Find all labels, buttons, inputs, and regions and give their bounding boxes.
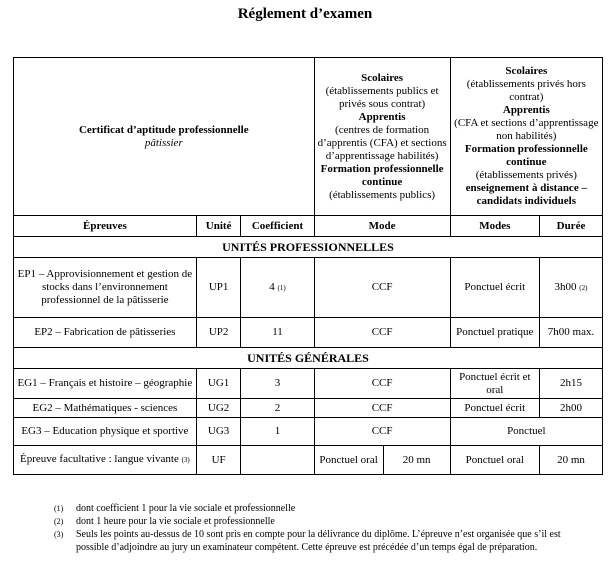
eg2-duree: 2h00 — [539, 399, 602, 418]
ep2-coef: 11 — [241, 318, 314, 348]
col-modes: Modes — [450, 216, 539, 237]
section-row — [14, 348, 603, 369]
certificate-cell — [14, 58, 315, 216]
fac-mode-duree: 20 mn — [383, 446, 450, 475]
footnote — [54, 502, 594, 515]
footnote-number: (3) — [54, 530, 64, 539]
page-title: Réglement d’examen — [237, 6, 373, 22]
table-row — [14, 418, 603, 446]
footnotes — [54, 502, 594, 554]
footnote-number: (2) — [54, 517, 64, 526]
public-fpc: Formation professionnelle continue — [320, 162, 444, 188]
private-scolaires-detail: (établissements privés hors contrat) — [466, 78, 586, 103]
eg2-modes: Ponctuel écrit — [450, 399, 539, 418]
eg2-mode: CCF — [314, 399, 450, 418]
eg1-duree: 2h15 — [539, 369, 602, 399]
table-row — [14, 446, 603, 475]
col-duree: Durée — [539, 216, 602, 237]
col-epreuves: Épreuves — [14, 216, 197, 237]
eg1-name: EG1 – Français et histoire – géographie — [14, 369, 197, 399]
eg3-coef: 1 — [241, 418, 314, 446]
public-fpc-detail: (établissements publics) — [329, 188, 436, 201]
ep1-coef: 4 — [269, 280, 275, 293]
footnote-number: (1) — [54, 504, 64, 513]
eg1-coef: 3 — [241, 369, 314, 399]
fac-name: Épreuve facultative : langue vivante — [20, 453, 179, 465]
fac-unit: UF — [196, 446, 241, 475]
col-unite: Unité — [196, 216, 241, 237]
fac-name-note: (3) — [181, 456, 190, 464]
table-row — [14, 369, 603, 399]
ep2-modes: Ponctuel pratique — [450, 318, 539, 348]
ep2-mode: CCF — [314, 318, 450, 348]
ep1-duree-note: (2) — [579, 283, 588, 292]
public-apprentis-detail: (centres de formation d’apprentis (CFA) et sections d’apprentissage habilités) — [317, 123, 447, 162]
footnote-text: dont 1 heure pour la vie sociale et professionnelle — [76, 516, 275, 527]
footnote-text: Seuls les points au-dessus de 10 sont pris en compte pour la délivrance du diplôme. L’épreuve n’est organisée que s’il est possible d’adjoindre au jury un examinateur compétent. Cette épreuve est précédée d’un temps égal de préparation. — [76, 529, 561, 553]
section-professional: UNITÉS PROFESSIONNELLES — [14, 237, 603, 258]
ep1-coef-cell — [241, 258, 314, 318]
col-mode: Mode — [314, 216, 450, 237]
fac-modes: Ponctuel oral — [450, 446, 539, 475]
private-apprentis: Apprentis — [502, 104, 550, 116]
ep2-name: EP2 – Fabrication de pâtisseries — [14, 318, 197, 348]
ep1-coef-note: (1) — [277, 283, 286, 292]
eg2-name: EG2 – Mathématiques - sciences — [14, 399, 197, 418]
public-apprentis: Apprentis — [358, 110, 406, 123]
public-scolaires-detail: (établissements publics et privés sous contrat) — [325, 84, 439, 110]
private-distance: enseignement à distance – candidats individuels — [465, 182, 587, 207]
table-row — [14, 399, 603, 418]
private-candidates-cell — [450, 58, 602, 216]
eg3-unit: UG3 — [196, 418, 241, 446]
section-general: UNITÉS GÉNÉRALES — [14, 348, 603, 369]
eg3-name: EG3 – Education physique et sportive — [14, 418, 197, 446]
eg2-coef: 2 — [241, 399, 314, 418]
public-scolaires: Scolaires — [361, 71, 404, 84]
column-header-row — [14, 216, 603, 237]
fac-duree: 20 mn — [539, 446, 602, 475]
ep1-mode: CCF — [314, 258, 450, 318]
eg3-mode: CCF — [314, 418, 450, 446]
header-row — [14, 58, 603, 216]
ep2-unit: UP2 — [196, 318, 241, 348]
ep1-duree-cell — [539, 258, 602, 318]
ep1-duree: 3h00 — [554, 280, 577, 293]
section-row — [14, 237, 603, 258]
private-apprentis-detail: (CFA et sections d’apprentissage non habilités) — [454, 117, 599, 142]
table-row — [14, 258, 603, 318]
eg1-mode: CCF — [314, 369, 450, 399]
eg1-modes: Ponctuel écrit et oral — [450, 369, 539, 399]
ep1-modes: Ponctuel écrit — [450, 258, 539, 318]
private-fpc-detail: (établissements privés) — [475, 169, 577, 181]
ep2-duree: 7h00 max. — [539, 318, 602, 348]
eg2-unit: UG2 — [196, 399, 241, 418]
public-candidates-cell — [314, 58, 450, 216]
certificate-name: Certificat d’aptitude professionnelle — [78, 123, 249, 136]
fac-mode: Ponctuel oral — [314, 446, 383, 475]
footnote-text: dont coefficient 1 pour la vie sociale et professionnelle — [76, 503, 296, 514]
footnote — [54, 528, 594, 554]
footnote — [54, 515, 594, 528]
eg3-modes: Ponctuel — [450, 418, 602, 446]
fac-name-cell — [14, 446, 197, 475]
fac-coef — [241, 446, 314, 475]
private-fpc: Formation professionnelle continue — [464, 143, 588, 168]
exam-table — [13, 57, 603, 475]
certificate-specialty: pâtissier — [144, 136, 183, 149]
ep1-name: EP1 – Approvisionnement et gestion de stocks dans l’environnement professionnel de la pâtisserie — [14, 258, 197, 318]
table-row — [14, 318, 603, 348]
private-scolaires: Scolaires — [505, 65, 548, 77]
ep1-unit: UP1 — [196, 258, 241, 318]
col-coefficient: Coefficient — [241, 216, 314, 237]
eg1-unit: UG1 — [196, 369, 241, 399]
